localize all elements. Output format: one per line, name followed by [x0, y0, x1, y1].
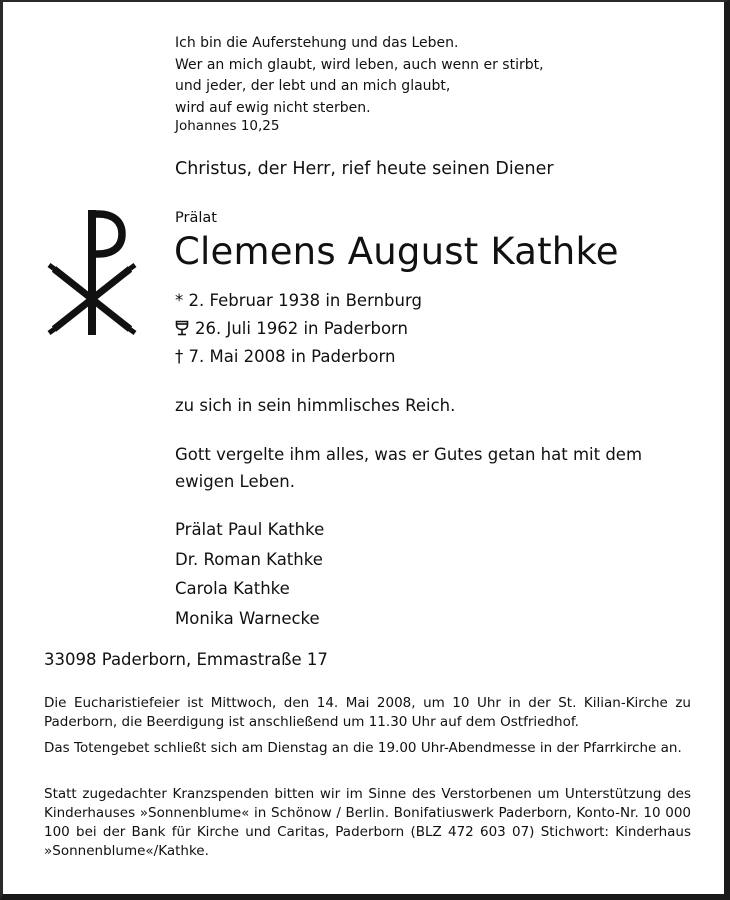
donation-notice: Statt zugedachter Kranzspenden bitten wir im Sinne des Verstorbenen um Unterstützung des Kinderhauses »Sonnenblume« in Schönow / Berlin. Bonifatiuswerk Paderborn, Konto-Nr. 10 000 100 bei der Bank für Kirche und Caritas, Paderborn (BLZ 472 603 07) Stichwort: Kinderhaus »Sonnenblume«/Kathke.	[44, 786, 691, 859]
deceased-title: Prälat	[175, 210, 217, 226]
bible-verse	[175, 33, 544, 119]
mourner-name: Carola Kathke	[175, 579, 290, 598]
ordination-date-row	[175, 315, 422, 343]
continuation-line: zu sich in sein himmlisches Reich.	[175, 396, 456, 415]
chalice-icon	[175, 320, 189, 336]
verse-line: Wer an mich glaubt, wird leben, auch wenn er stirbt,	[175, 56, 544, 73]
birth-date: * 2. Februar 1938 in Bernburg	[175, 291, 422, 310]
chi-rho-icon	[46, 207, 138, 337]
mourner-name: Prälat Paul Kathke	[175, 520, 325, 539]
ordination-date: 26. Juli 1962 in Paderborn	[195, 319, 408, 338]
mourner-name: Monika Warnecke	[175, 608, 320, 628]
death-date: † 7. Mai 2008 in Paderborn	[175, 347, 396, 366]
funeral-mass-notice: Die Eucharistiefeier ist Mittwoch, den 14. Mai 2008, um 10 Uhr in der St. Kilian-Kirche zu Paderborn, die Beerdigung ist anschließend um 11.30 Uhr auf dem Ostfriedhof.	[44, 695, 691, 730]
verse-reference: Johannes 10,25	[175, 118, 280, 134]
life-dates	[175, 287, 422, 371]
intro-line: Christus, der Herr, rief heute seinen Diener	[175, 159, 554, 179]
verse-line: und jeder, der lebt und an mich glaubt,	[175, 78, 451, 94]
prayer-notice: Das Totengebet schließt sich am Dienstag an die 19.00 Uhr-Abendmesse in der Pfarrkirche an.	[44, 740, 682, 756]
deceased-name: Clemens August Kathke	[174, 230, 619, 273]
verse-line: wird auf ewig nicht sterben.	[175, 99, 371, 116]
blessing-text: Gott vergelte ihm alles, was er Gutes getan hat mit dem ewigen Leben.	[175, 445, 643, 491]
mourners-list	[175, 515, 324, 633]
verse-line: Ich bin die Auferstehung und das Leben.	[175, 35, 459, 51]
mourner-name: Dr. Roman Kathke	[175, 549, 323, 569]
family-address: 33098 Paderborn, Emmastraße 17	[44, 650, 328, 669]
